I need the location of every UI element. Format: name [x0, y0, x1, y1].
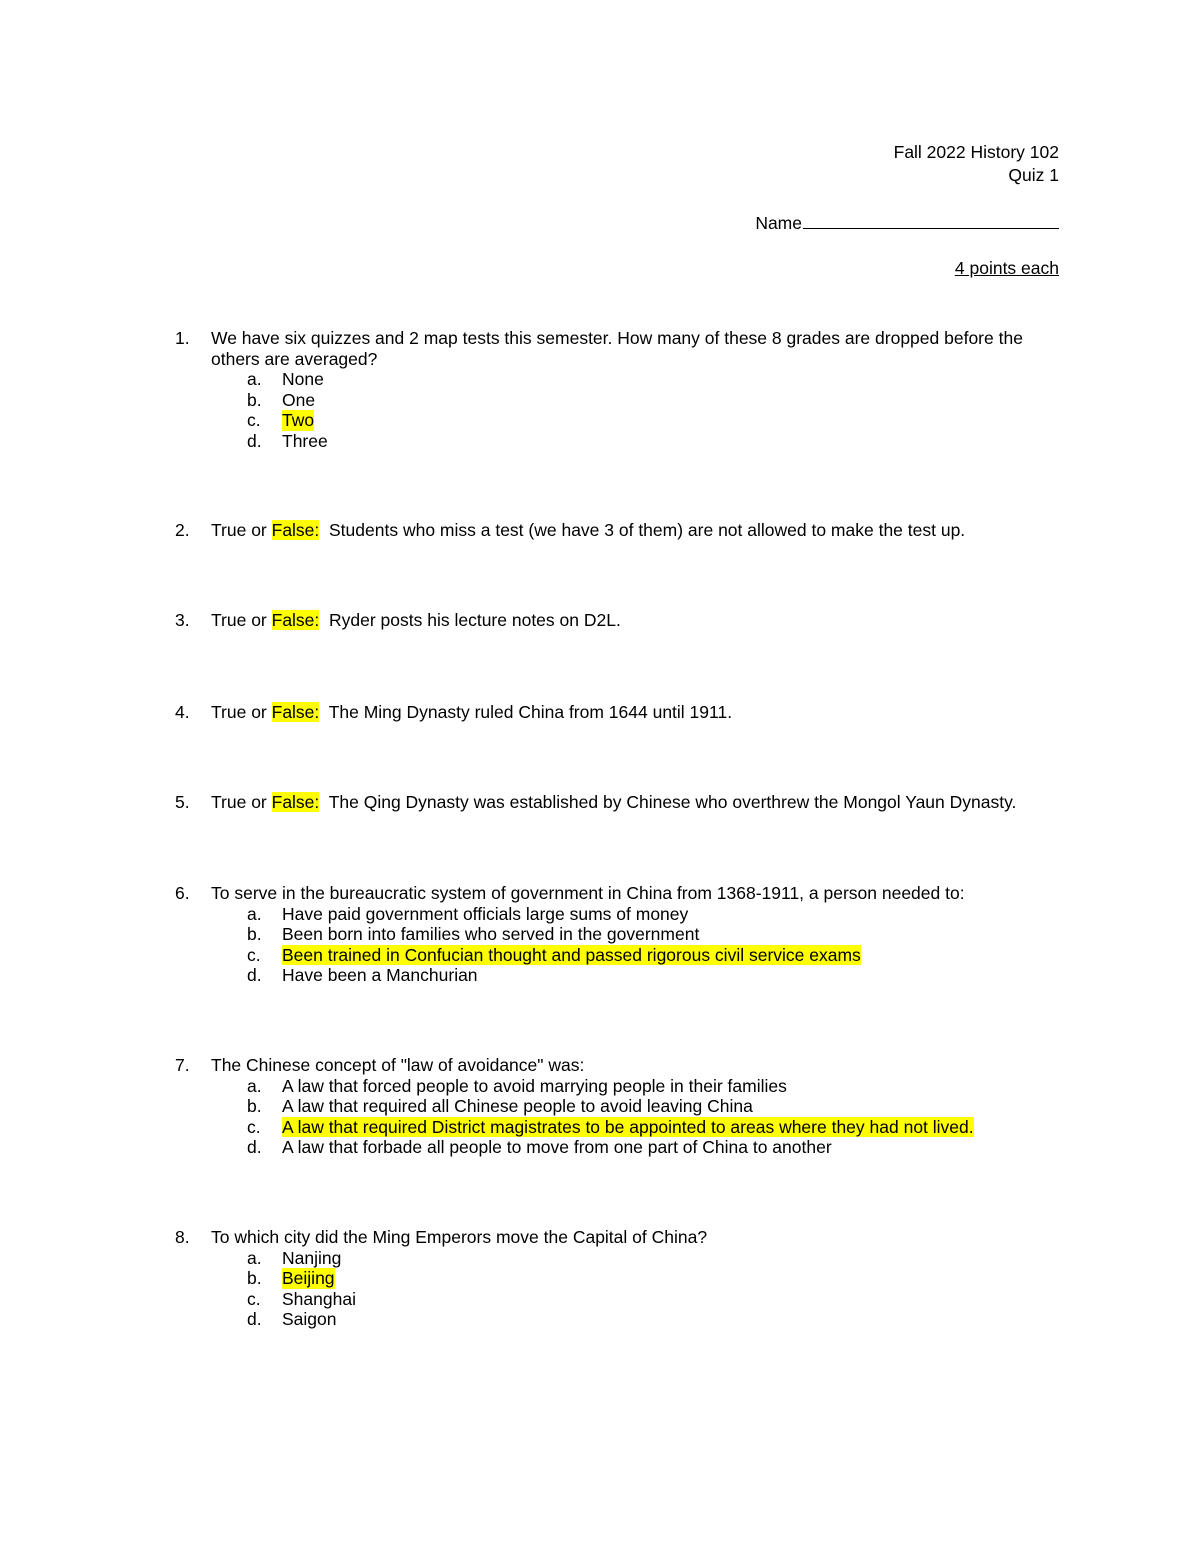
- question-number: 2.: [175, 520, 190, 540]
- highlighted-answer: Been trained in Confucian thought and passed rigorous civil service exams: [282, 944, 861, 965]
- option-d: d. Saigon: [247, 1309, 337, 1329]
- question-text: True or False: The Ming Dynasty ruled China from 1644 until 1911.: [211, 702, 733, 722]
- question-7: [175, 1055, 1065, 1158]
- question-text: We have six quizzes and 2 map tests this semester. How many of these 8 grades are dropped before the others are averaged?: [211, 328, 1023, 369]
- option-d: d. A law that forbade all people to move from one part of China to another: [247, 1137, 832, 1157]
- name-field: [755, 211, 1059, 234]
- highlighted-answer: False:: [271, 792, 320, 812]
- question-3: [175, 610, 1065, 631]
- question-2: [175, 520, 1065, 541]
- question-text: To serve in the bureaucratic system of government in China from 1368-1911, a person needed to:: [211, 883, 965, 903]
- option-b: b. Been born into families who served in the government: [247, 924, 700, 944]
- question-8: [175, 1227, 1065, 1330]
- course-title: Fall 2022 History 102: [893, 142, 1059, 162]
- question-6: [175, 883, 1065, 986]
- question-5: [175, 792, 1065, 813]
- question-1: [175, 328, 1065, 451]
- highlighted-answer: A law that required District magistrates to be appointed to areas where they had not lived.: [282, 1116, 974, 1137]
- question-number: 5.: [175, 792, 190, 812]
- question-number: 8.: [175, 1227, 190, 1247]
- question-number: 3.: [175, 610, 190, 630]
- option-a: a. None: [247, 369, 324, 389]
- question-number: 6.: [175, 883, 190, 903]
- points-note: 4 points each: [954, 258, 1059, 278]
- question-text: The Chinese concept of "law of avoidance" was:: [211, 1055, 585, 1075]
- question-number: 1.: [175, 328, 190, 348]
- highlighted-answer: False:: [271, 702, 320, 722]
- option-b: b. A law that required all Chinese people to avoid leaving China: [247, 1096, 753, 1116]
- question-number: 4.: [175, 702, 190, 722]
- option-b: b. One: [247, 389, 316, 410]
- name-label: Name: [755, 213, 802, 233]
- highlighted-answer: Two: [282, 410, 315, 430]
- option-a: a. Nanjing: [247, 1247, 342, 1268]
- quiz-title: Quiz 1: [1008, 165, 1059, 185]
- highlighted-answer: Beijing: [282, 1268, 335, 1288]
- option-c-answer: c. Been trained in Confucian thought and passed rigorous civil service exams: [247, 944, 861, 965]
- question-number: 7.: [175, 1055, 190, 1075]
- option-d: d. Have been a Manchurian: [247, 965, 478, 985]
- option-b-answer: b. Beijing: [247, 1268, 335, 1288]
- option-c-answer: c. A law that required District magistrates to be appointed to areas where they had not lived.: [247, 1116, 974, 1137]
- highlighted-answer: False:: [271, 520, 320, 540]
- option-a: a. A law that forced people to avoid marrying people in their families: [247, 1075, 787, 1096]
- option-c-answer: c. Two: [247, 410, 315, 430]
- question-4: [175, 702, 1065, 723]
- option-a: a. Have paid government officials large sums of money: [247, 903, 689, 924]
- option-d: d. Three: [247, 430, 328, 451]
- question-text: True or False: Students who miss a test (we have 3 of them) are not allowed to make the test up.: [211, 520, 966, 540]
- question-text: To which city did the Ming Emperors move the Capital of China?: [211, 1227, 708, 1247]
- highlighted-answer: False:: [271, 610, 320, 630]
- option-c: c. Shanghai: [247, 1288, 356, 1309]
- name-blank-line: [803, 211, 1059, 229]
- question-text: True or False: The Qing Dynasty was established by Chinese who overthrew the Mongol Yaun Dynasty.: [211, 792, 1017, 812]
- question-text: True or False: Ryder posts his lecture notes on D2L.: [211, 610, 621, 630]
